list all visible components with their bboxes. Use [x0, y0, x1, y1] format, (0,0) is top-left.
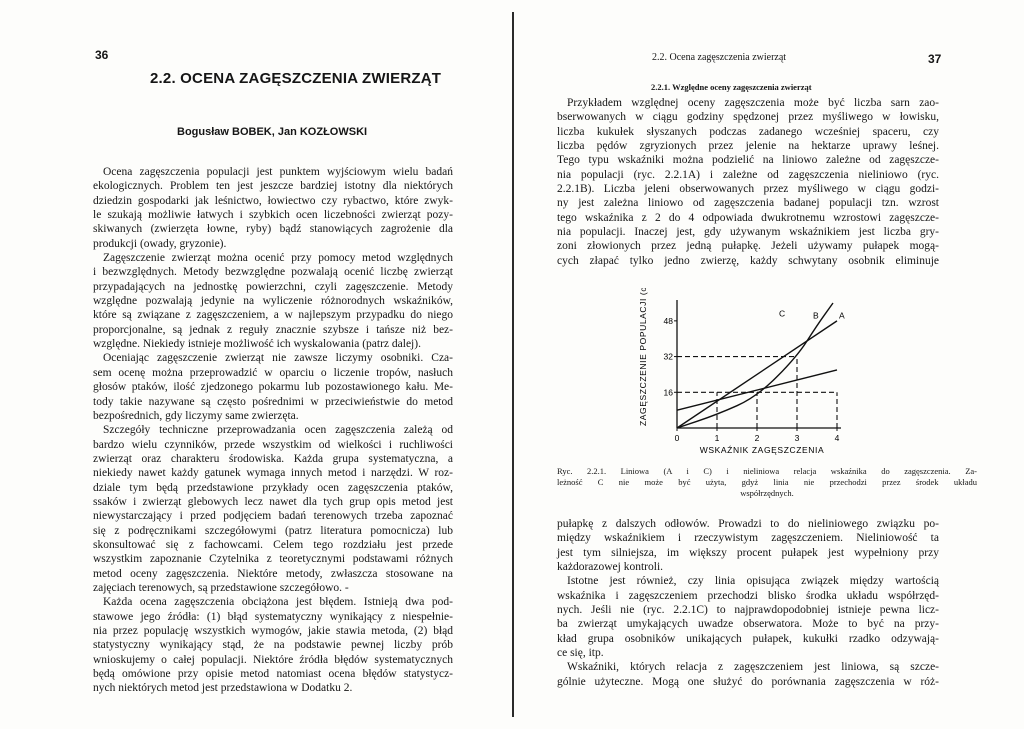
text-line: będą omówione przy opisie metod natomiast ocena błędów statystycz-	[93, 668, 453, 681]
text-line: Istotne jest również, czy linia opisująca związek między wartością	[567, 575, 939, 588]
text-line: wszystkim zapoznanie Czytelnika z teoretycznymi podstawami różnych	[93, 553, 453, 566]
text-line: nia populacji. Inaczej jest, gdy używanym wskaźnikiem jest liczba gry-	[557, 226, 939, 239]
text-line: Tego typu wskaźniki można podzielić na liniowo zależne od zagęszcze-	[557, 154, 939, 167]
caption-line: współrzędnych.	[740, 488, 794, 498]
right-body-text-top	[557, 96, 939, 268]
text-line: się z podręcznikami szczegółowymi (patrz literatura pomocnicza) lub	[93, 524, 453, 537]
text-line: głosów ptaków, ilość zjedzonego pokarmu lub pozostawionego kału. Me-	[93, 381, 453, 394]
x-tick-label: 2	[754, 433, 760, 443]
text-line: wnioskujemy o całej populacji. Niektóre źródła błędów systematycznych	[93, 653, 453, 666]
text-line: bserwowanych w ciągu godziny spędzonej przez myśliwego w łowisku,	[557, 111, 939, 124]
text-line: kład grupa osobników unikających pułapek, kukułki rzadko odzywają-	[557, 632, 939, 645]
text-line: względne pozwalają jedynie na wyliczenie różnorodnych wskaźników,	[93, 295, 453, 308]
text-line: pułapkę z dalszych odłowów. Prowadzi to do nieliniowego związku po-	[557, 518, 939, 530]
text-line: względne. Niekiedy istnieje możliwość ich wyskalowania (patrz dalej).	[93, 338, 421, 351]
text-line: ny jest zależna liniowo od zagęszczenia badanej populacji tzn. wzrost	[557, 197, 939, 210]
text-line: między wskaźnikiem i rzeczywistym zagęszczeniem. Nieliniowość ta	[557, 532, 939, 545]
text-line: metod oceny zagęszczenia. Niektóre metody, zwłaszcza stosowane na	[93, 567, 453, 580]
series-label-c: A	[839, 310, 845, 321]
text-line: dziale tym będą przedstawione przykłady ocen zagęszczenia ptaków,	[93, 481, 453, 494]
figure-caption	[557, 466, 977, 499]
figure-2-2-1	[632, 288, 846, 458]
series-label-b: B	[813, 310, 819, 321]
right-body-text-bottom	[557, 517, 939, 689]
chart-series-labels	[779, 308, 845, 320]
y-tick-label: 48	[663, 315, 673, 326]
text-line: zajęciach terenowych, są przedstawione szczegółowo. -	[93, 581, 349, 594]
text-line: statystyczny wynikający stąd, że na podstawie pewnej liczby prób	[93, 639, 453, 652]
text-line: tody takie nazywane są często pośrednimi w przeciwieństwie do metod	[93, 395, 453, 408]
text-line: tego wskaźnika z 2 do 4 odpowiada dwukrotnemu wzrostowi zagęszcze-	[557, 211, 939, 224]
text-line: le szukają możliwie łatwych i szybkich ocen liczebności zwierząt pozy-	[93, 209, 453, 222]
chart-svg	[632, 288, 846, 458]
text-line: zwierząt oraz charakteru środowiska. Każda grupa systematyczna, a	[93, 452, 453, 465]
text-line: Zagęszczenie zwierząt można ocenić przy pomocy metod względnych	[103, 252, 453, 265]
series-label-a: C	[779, 308, 786, 319]
x-tick-label: 3	[794, 433, 800, 443]
text-line: ekologicznych. Problem ten jest jeszcze bardziej istotny dla niektórych	[93, 180, 453, 193]
text-line: jest tym silniejsza, im większy procent pułapek jest wypełniony przy	[557, 546, 939, 559]
series-line-b	[677, 303, 833, 428]
x-tick-label: 1	[714, 433, 720, 443]
text-line: bardzo wielu czynników, przede wszystkim od wielkości i ruchliwości	[93, 438, 453, 451]
running-head: 2.2. Ocena zagęszczenia zwierząt	[652, 52, 787, 63]
text-line: zoni złowionych przez jedną pułapkę. Jeżeli używamy pułapek mogą-	[557, 240, 939, 253]
text-line: przypadających na jednostkę powierzchni, czyli zagęszczenie. Metody	[93, 280, 453, 293]
text-line: Szczegóły techniczne przeprowadzania ocen zagęszczenia zależą od	[103, 424, 453, 437]
text-line: gólnie użyteczne. Mogą one służyć do porównania zagęszczenia w róż-	[557, 675, 939, 688]
text-line: Ocena zagęszczenia populacji jest punktem wyjściowym wielu badań	[103, 166, 453, 178]
text-line: skiwanych (zwierzęta łowne, ryby) bądź stanowiących zagrożenie dla	[93, 223, 453, 236]
text-line: niekiedy nawet każdy gatunek wymaga innych metod i narzędzi. W roz-	[93, 467, 453, 480]
section-title: 2.2. OCENA ZAGĘSZCZENIA ZWIERZĄT	[150, 70, 442, 87]
text-line: które są związane z zagęszczeniem, a w najlepszym przypadku do niego	[93, 309, 453, 322]
text-line: stawowe jego źródła: (1) błąd systematyczny wynikający z niespełnie-	[93, 610, 453, 623]
text-line: nych. Jeśli nie (ryc. 2.2.1C) to najprawdopodobniej istnieje pewna licz-	[557, 604, 939, 617]
x-axis-label: WSKAŹNIK ZAGĘSZCZENIA	[699, 445, 825, 455]
y-tick-label: 16	[663, 387, 673, 398]
y-axis-label: ZAGĘSZCZENIE POPULACJI (os/ha)	[638, 288, 648, 426]
text-line: dziedzin gospodarki jak leśnictwo, łowiectwo czy rybactwo, które zwyk-	[93, 194, 453, 207]
text-line: 2.2.1B). Liczba jeleni obserwowanych przez myśliwego w ciągu godzi-	[557, 183, 939, 196]
text-line: wskaźnika i zagęszczeniem przechodzi blisko środka układu współrzęd-	[557, 589, 939, 602]
x-tick-label: 0	[674, 433, 680, 443]
text-line: niewystarczający i przed podjęciem badań terenowych trzeba zapoznać	[93, 510, 453, 523]
text-line: sem ocenę można przeprowadzić w oparciu o liczenie tropów, nasłuch	[93, 366, 453, 379]
text-line: Przykładem względnej oceny zagęszczenia może być liczba sarn zao-	[567, 97, 939, 109]
right-page-number: 37	[928, 52, 942, 66]
text-line: Każda ocena zagęszczenia obciążona jest błędem. Istnieją dwa pod-	[103, 596, 453, 609]
text-line: bezpośrednich, gdy liczymy same zwierzęta.	[93, 409, 299, 422]
text-line: Oceniając zagęszczenie zwierząt nie zawsze liczymy osobniki. Cza-	[103, 352, 453, 365]
x-tick-label: 4	[834, 433, 840, 443]
text-line: cych złapać tylko jedno zwierzę, każdy schwytany osobnik eliminuje	[557, 254, 939, 267]
text-line: nych niektórych metod jest przedstawiona w Dodatku 2.	[93, 682, 353, 695]
caption-line: Ryc. 2.2.1. Liniowa (A i C) i nieliniowa relacja wskaźnika do zagęszczenia. Za-	[557, 466, 977, 476]
left-page-number: 36	[95, 48, 109, 62]
text-line: Wskaźniki, których relacja z zagęszczeniem jest liniowa, są szcze-	[567, 661, 939, 674]
y-tick-label: 32	[663, 351, 673, 362]
text-line: skonsultować się z fachowcami. Celem tego rozdziału jest przede	[93, 538, 453, 551]
authors: Bogusław BOBEK, Jan KOZŁOWSKI	[177, 126, 368, 138]
right-page	[514, 0, 1024, 729]
chart-reference-lines	[677, 357, 837, 428]
text-line: każdorazowej kontroli.	[557, 561, 664, 574]
text-line: ce się, itp.	[557, 647, 604, 660]
text-line: proporcjonalne, są jednak z reguły znacznie szybsze i tańsze niż bez-	[93, 323, 453, 336]
text-line: liczba kukułek słyszanych podczas zadanego wcześniej spaceru, czy	[557, 125, 939, 138]
caption-line: leżność C nie może być użyta, gdyż linia nie przechodzi przez środek układu	[557, 477, 977, 487]
text-line: nia populacji (ryc. 2.2.1A) i zależne od zagęszczenia nieliniowo (ryc.	[557, 168, 939, 181]
text-line: produkcji (owady, gryzonie).	[93, 237, 227, 250]
series-line-c	[677, 370, 837, 410]
subsection-title: 2.2.1. Względne oceny zagęszczenia zwierząt	[651, 82, 812, 92]
text-line: i bezwzględnych. Metody bezwzględne pozwalają ocenić liczbę zwierząt	[93, 266, 453, 279]
text-line: nia przez populację wszystkich wymogów, jakie stawia metoda, (2) błąd	[93, 625, 453, 637]
text-line: ssaków i zwierząt glebowych lecz nawet dla tych grup opis metod jest	[93, 495, 453, 508]
text-line: liczba pędów zgryzionych przez jelenie na hektarze uprawy leśnej.	[557, 140, 939, 153]
text-line: ba zwierząt umykających uwadze obserwatora. Może to być na przy-	[557, 618, 939, 631]
left-body-text	[93, 165, 453, 696]
